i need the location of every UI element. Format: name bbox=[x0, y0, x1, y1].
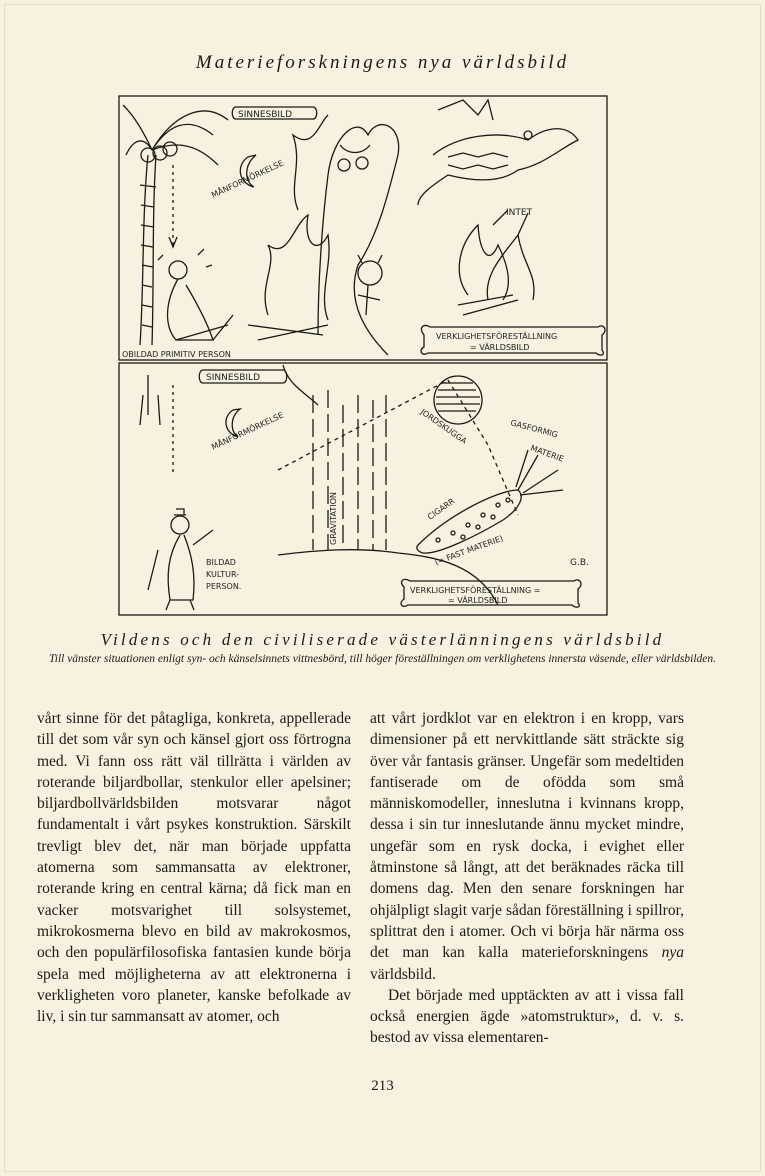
label-materie: MATERIE bbox=[529, 443, 565, 464]
label-jordskugga: JORDSKUGGA bbox=[418, 407, 469, 446]
figure-caption-title: Vildens och den civiliserade västerlänningens världsbild bbox=[100, 630, 665, 649]
emphasis-nya: nya bbox=[661, 944, 684, 962]
primitive-person bbox=[158, 249, 233, 340]
paragraph bbox=[370, 708, 684, 985]
fire-smoke bbox=[248, 115, 329, 340]
flame-nothing bbox=[458, 210, 534, 315]
label-signature: G.B. bbox=[570, 558, 589, 568]
label-verklighet-top-1: VERKLIGHETSFÖRESTÄLLNING bbox=[436, 332, 558, 341]
body-column-right bbox=[370, 708, 684, 1049]
bottom-panel-frame bbox=[119, 363, 607, 615]
paragraph: vårt sinne för det påtagliga, konkreta, appellerade till det som vår syn och känsel gjort oss förtrogna med. Vi fann oss rätt väl tillrätta i världen av roterande biljardbollar, stenkulor eller apelsiner; biljardbollvärldsbilden motsvarar något fundamentalt i vårt psykes konstruktion. Särskilt trevligt blev det, när man började uppfatta atomerna som sammansatta av elektroner, roterande kring en central kärna; då fick man en vacker motsvarighet till solsystemet, mikrokosmerna blevo en bild av makrokosmos, och den populärfilosofiska fantasien kunde börja spela med möjligheterna av att elektronerna i verkligheten voro planeter, kanske befolkade av liv, i sin tur sammansatt av atomer, och bbox=[37, 710, 351, 1026]
label-cigarr: CIGARR bbox=[425, 496, 457, 522]
label-manformorkelse-bottom: MÅNFORMÖRKELSE bbox=[210, 410, 285, 452]
label-gravitation: GRAVITATION bbox=[329, 492, 338, 545]
label-obildad-person: OBILDAD PRIMITIV PERSON bbox=[122, 350, 231, 359]
paragraph-text: att vårt jordklot var en elektron i en kropp, vars dimensioner på ett nervkittlande sätt sträckte sig över vår fantasis gränser. Ungefär som medeltiden fantiserade om de ofödda som små människomodeller, inneslutna i kvinnans kropp, dessa i sin tur inneslutande ännu mycket mindre, ungefär som en rysk docka, i evighet eller åtminstone så långt, att det beräknades räcka till domens dag. Men den senare forskningen har ohjälpligt slagit varje sådan föreställning i spillror, splittrat den i atomer. Och vi börja här närma oss det man kan kalla materieforskningens bbox=[370, 710, 684, 962]
label-sinnesbild-top: SINNESBILD bbox=[238, 110, 293, 120]
earth-shadow bbox=[434, 376, 482, 424]
illustration-drawing bbox=[118, 95, 608, 617]
label-intet: INTET bbox=[506, 208, 533, 218]
page-number: 213 bbox=[371, 1078, 394, 1094]
cultured-person bbox=[148, 509, 213, 610]
label-bildad-3: PERSON. bbox=[206, 582, 242, 591]
smoke-spirit bbox=[318, 125, 399, 355]
label-bildad-2: KULTUR- bbox=[206, 570, 240, 579]
label-fast-materie: (= FAST MATERIE) bbox=[433, 533, 505, 567]
running-head: Materieforskningens nya världsbild bbox=[195, 52, 570, 73]
label-sinnesbild-bottom: SINNESBILD bbox=[206, 373, 261, 383]
label-gasformig: GASFORMIG bbox=[509, 418, 559, 440]
small-devil bbox=[358, 255, 382, 315]
figure-caption-subtitle: Till vänster situationen enligt syn- och känselsinnets vittnesbörd, till höger föreställningen om verklighetens innersta väsende, eller världsbilden. bbox=[48, 653, 716, 665]
paragraph: Det började med upptäckten av att i vissa fall också energien ägde »atomstruktur», d. v. s. bestod av vissa elementaren- bbox=[370, 986, 684, 1047]
label-verklighet-bottom-1: VERKLIGHETSFÖRESTÄLLNING = bbox=[410, 586, 541, 595]
icicles-left bbox=[140, 375, 160, 425]
palm-tree bbox=[123, 105, 228, 345]
gravitation-lines bbox=[313, 390, 386, 550]
dragon bbox=[418, 100, 578, 205]
label-verklighet-top-2: = VÄRLDSBILD bbox=[470, 343, 530, 352]
body-column-left bbox=[37, 708, 351, 1027]
label-bildad-1: BILDAD bbox=[206, 558, 236, 567]
illustration bbox=[118, 95, 608, 617]
paragraph-text-end: världsbild. bbox=[370, 965, 436, 983]
label-verklighet-bottom-2: = VÄRLDSBILD bbox=[448, 596, 508, 605]
label-manformorkelse-top: MÅNFORMÖRKELSE bbox=[210, 158, 285, 200]
